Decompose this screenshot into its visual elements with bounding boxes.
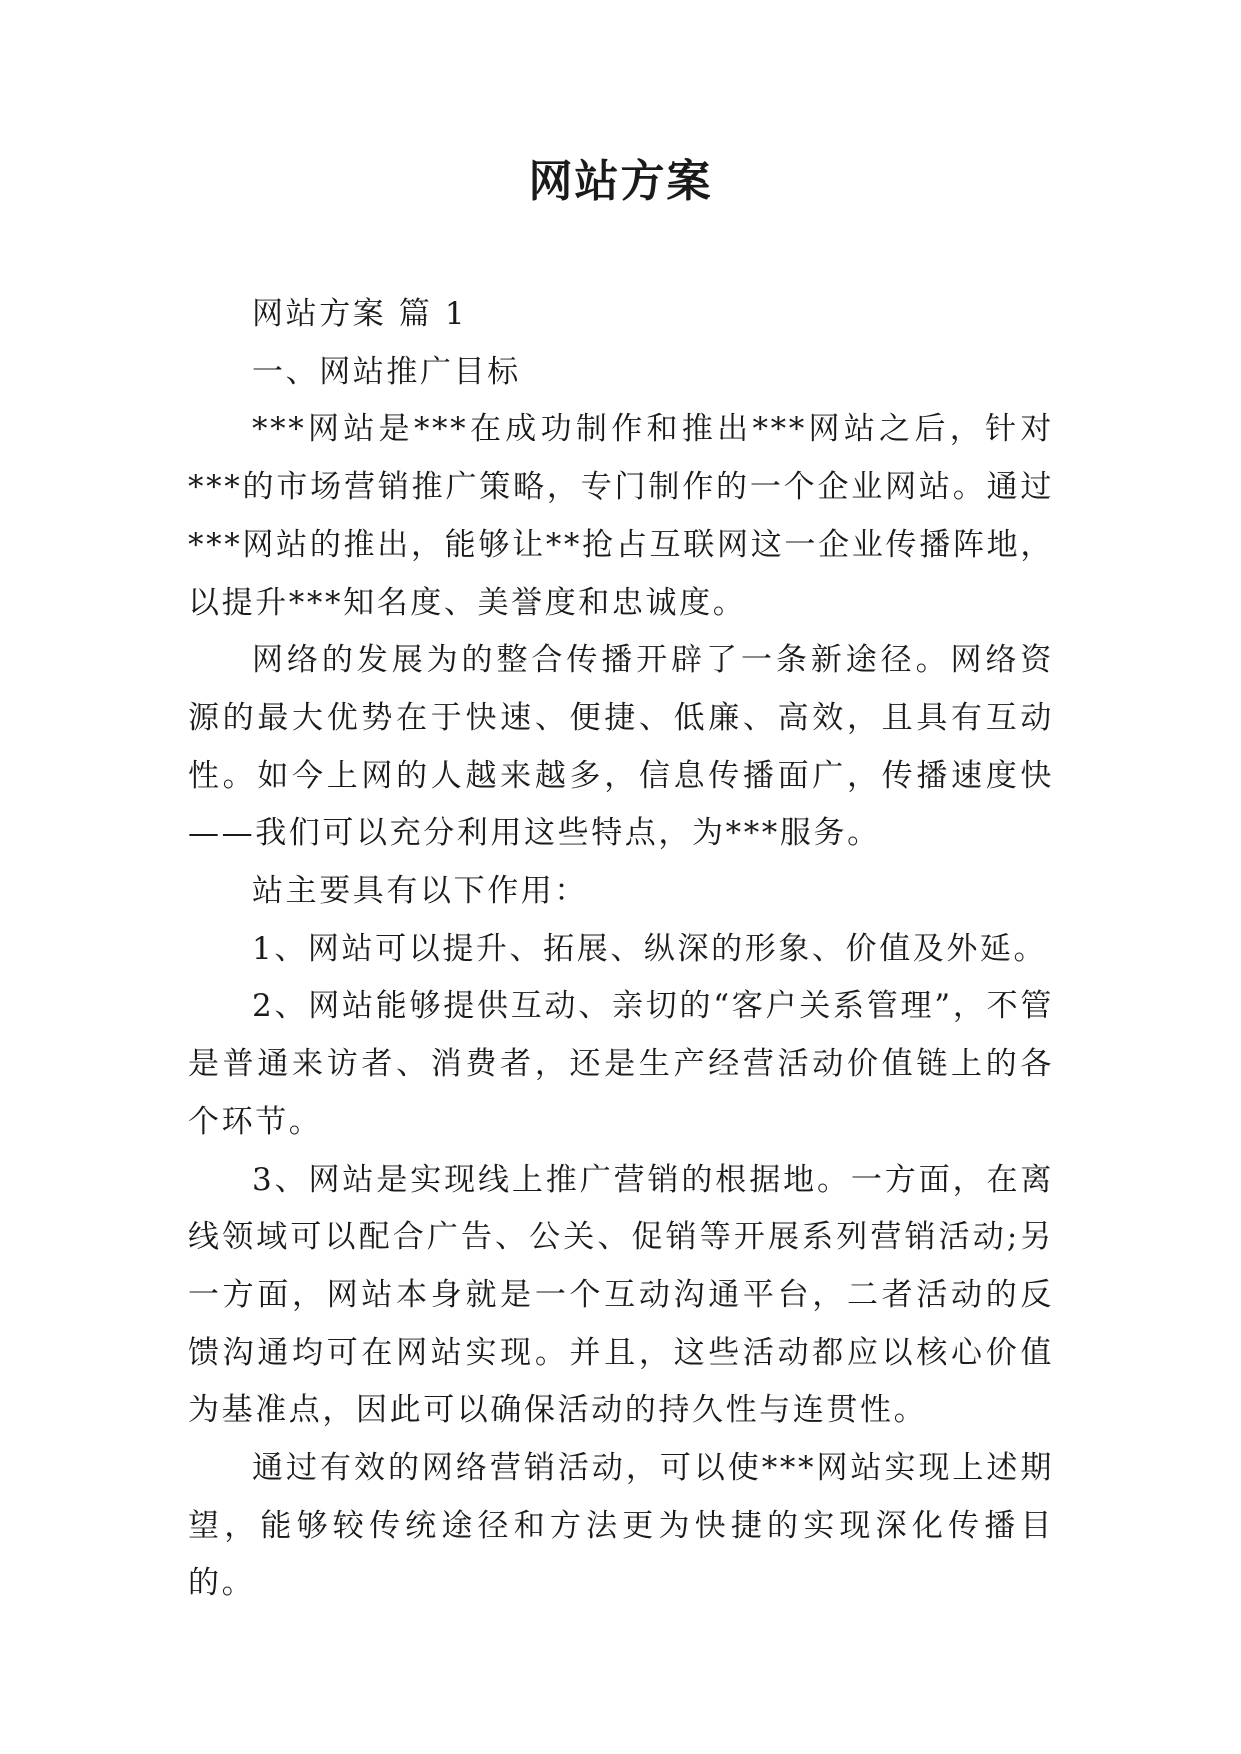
list-item: 3、网站是实现线上推广营销的根据地。一方面，在离线领域可以配合广告、公关、促销等开展系列营销活动;另一方面，网站本身就是一个互动沟通平台，二者活动的反馈沟通均可在网站实现。并且，这些活动都应以核心价值为基准点，因此可以确保活动的持久性与连贯性。 (188, 1161, 1054, 1429)
paragraph: ***网站是***在成功制作和推出***网站之后，针对***的市场营销推广策略，专门制作的一个企业网站。通过***网站的推出，能够让**抢占互联网这一企业传播阵地，以提升***知名度、美誉度和忠诚度。 (188, 411, 1054, 621)
paragraph: 站主要具有以下作用： (252, 873, 588, 910)
list-item: 1、网站可以提升、拓展、纵深的形象、价值及外延。 (252, 930, 1048, 967)
subsection-heading: 一、网站推广目标 (252, 353, 521, 390)
paragraph: 网络的发展为的整合传播开辟了一条新途径。网络资源的最大优势在于快速、便捷、低廉、高效，且具有互动性。如今上网的人越来越多，信息传播面广，传播速度快——我们可以充分利用这些特点，为***服务。 (188, 642, 1054, 852)
section-heading: 网站方案 篇 1 (252, 296, 468, 332)
page-title: 网站方案 (528, 156, 713, 207)
list-item: 2、网站能够提供互动、亲切的“客户关系管理”，不管是普通来访者、消费者，还是生产经营活动价值链上的各个环节。 (188, 988, 1054, 1140)
paragraph: 通过有效的网络营销活动，可以使***网站实现上述期望，能够较传统途径和方法更为快捷的实现深化传播目的。 (188, 1450, 1054, 1602)
document-body (188, 286, 1054, 1613)
